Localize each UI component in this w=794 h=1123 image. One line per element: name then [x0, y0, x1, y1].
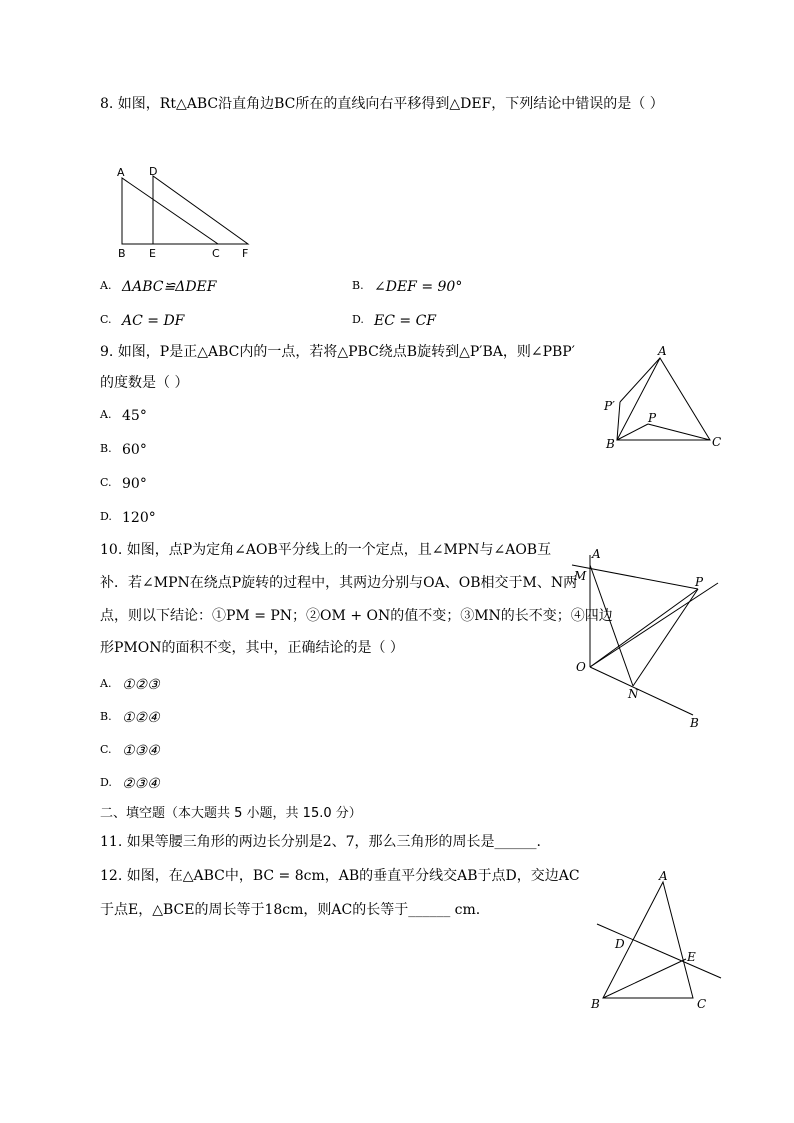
q8-triangle-def — [153, 176, 248, 244]
q9-option-b[interactable]: B. 60° — [100, 442, 147, 458]
q12-label-b: B — [591, 997, 600, 1011]
q9-label-pprime: P′ — [604, 399, 615, 413]
q9-option-c[interactable]: C. 90° — [100, 476, 147, 492]
q12-label-d: D — [615, 937, 625, 951]
section2-title: 二、填空题（本大题共 5 小题，共 15.0 分） — [100, 806, 362, 821]
q10-label-a: A — [592, 547, 601, 561]
q10-label-m: M — [574, 569, 587, 583]
q8-option-c[interactable]: C. AC = DF — [100, 313, 185, 329]
q8-label-b: B — [118, 247, 126, 260]
q9-option-d[interactable]: D. 120° — [100, 510, 156, 526]
q9-label-c: C — [712, 435, 722, 449]
q8-stem: 8. 如图，Rt△ABC沿直角边BC所在的直线向右平移得到△DEF，下列结论中错误的是（ ） — [100, 96, 664, 112]
q10-stem-line3: 点，则以下结论：①PM = PN；②OM + ON的值不变；③MN的长不变；④四边 — [100, 608, 613, 624]
q9-figure — [600, 344, 730, 454]
q10-figure — [570, 543, 720, 733]
q8-label-a: A — [117, 166, 125, 179]
q8-label-e: E — [149, 247, 156, 260]
q8-label-d: D — [149, 165, 158, 178]
q10-stem-line1: 10. 如图，点P为定角∠AOB平分线上的一个定点，且∠MPN与∠AOB互 — [100, 542, 552, 558]
q12-figure — [585, 868, 725, 1013]
q10-option-c[interactable]: C. ①③④ — [100, 743, 160, 759]
q8-label-c: C — [212, 247, 220, 260]
q9-label-b: B — [606, 437, 615, 451]
q10-stem-line4: 形PMON的面积不变，其中，正确结论的是（ ） — [100, 640, 404, 656]
q10-option-b[interactable]: B. ①②④ — [100, 710, 160, 726]
q12-stem-line2: 于点E，△BCE的周长等于18cm，则AC的长等于______ cm. — [100, 902, 481, 918]
q10-label-b: B — [690, 716, 699, 730]
q8-option-d[interactable]: D. EC = CF — [352, 313, 436, 329]
q10-label-n: N — [628, 687, 639, 701]
q9-label-p: P — [648, 411, 657, 425]
q10-label-o: O — [576, 660, 586, 674]
q10-stem-line2: 补．若∠MPN在绕点P旋转的过程中，其两边分别与OA、OB相交于M、N两 — [100, 575, 578, 591]
q8-label-f: F — [242, 247, 249, 260]
q10-option-d[interactable]: D. ②③④ — [100, 776, 160, 792]
q8-option-a[interactable]: A. ΔABC≌ΔDEF — [100, 279, 217, 295]
q11-stem: 11. 如果等腰三角形的两边长分别是2、7，那么三角形的周长是______. — [100, 834, 541, 850]
q9-label-a: A — [658, 344, 667, 358]
q12-stem-line1: 12. 如图，在△ABC中，BC = 8cm，AB的垂直平分线交AB于点D，交边AC — [100, 868, 580, 884]
q12-label-a: A — [659, 869, 668, 883]
q12-label-c: C — [697, 997, 707, 1011]
q9-option-a[interactable]: A. 45° — [100, 408, 147, 424]
q8-option-b[interactable]: B. ∠DEF = 90° — [352, 279, 463, 295]
q10-option-a[interactable]: A. ①②③ — [100, 677, 160, 693]
q9-stem-line2: 的度数是（ ） — [100, 375, 189, 391]
q9-stem-line1: 9. 如图，P是正△ABC内的一点，若将△PBC绕点B旋转到△P′BA，则∠PBP′ — [100, 344, 575, 360]
q10-label-p: P — [695, 575, 704, 589]
q8-figure — [110, 160, 270, 270]
q12-label-e: E — [687, 950, 696, 964]
